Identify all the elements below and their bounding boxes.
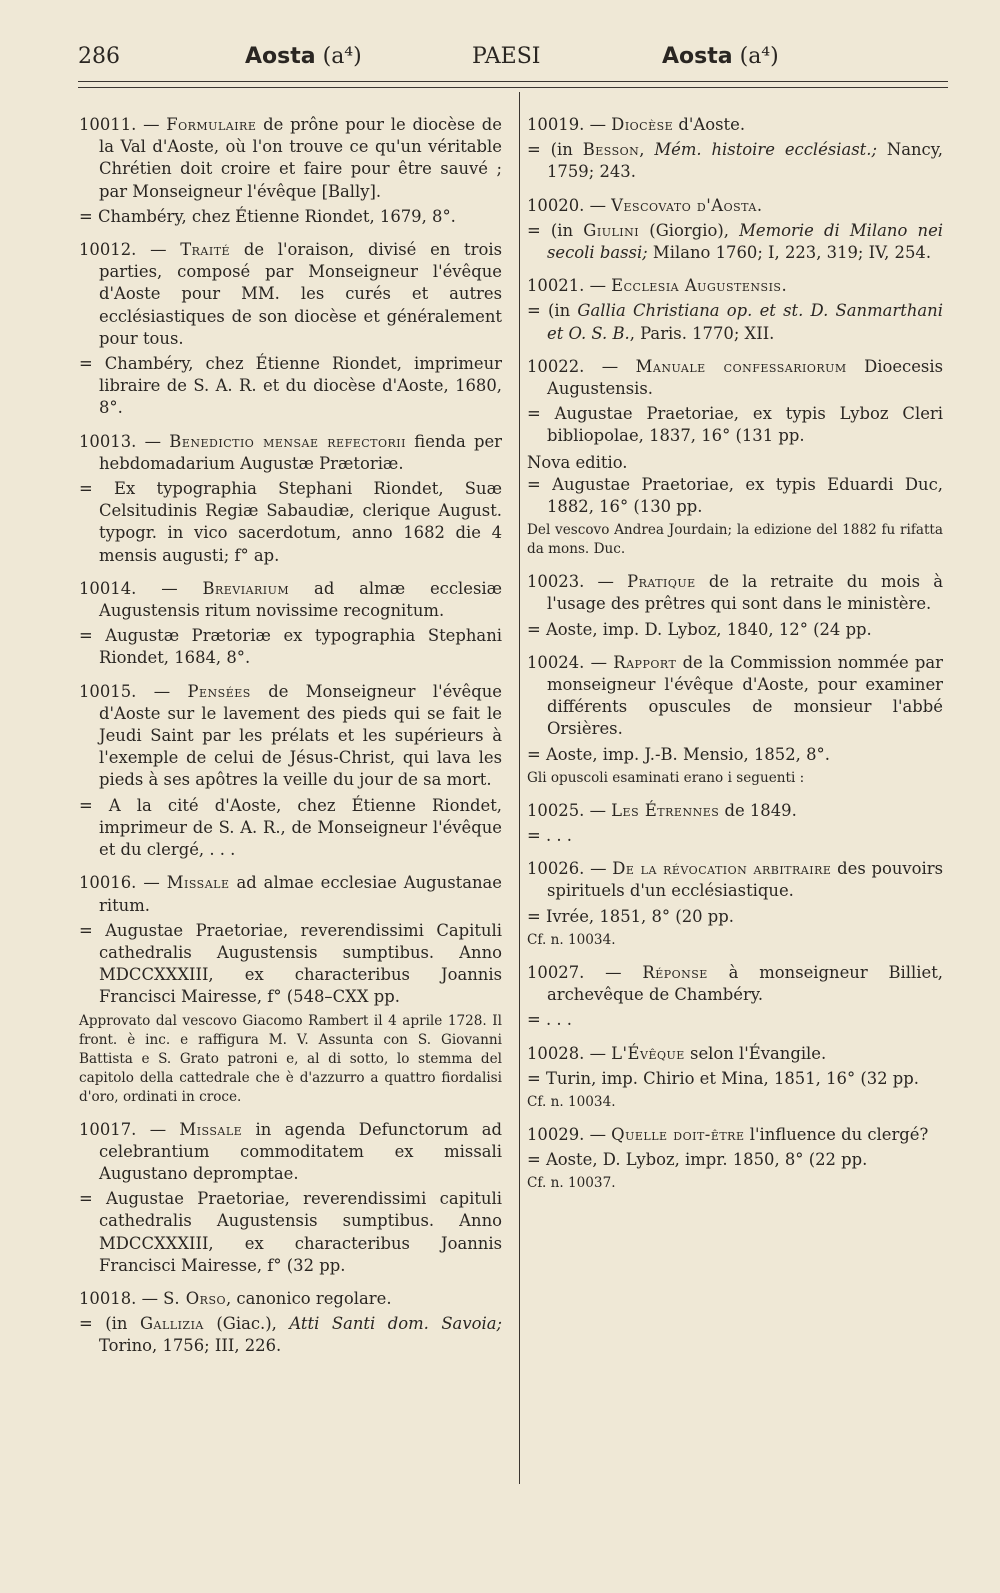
- entry-title: 10028. — L'Évêque selon l'Évangile.: [527, 1043, 827, 1063]
- page-number: 286: [78, 44, 120, 69]
- entry-note: Gli opuscoli esaminati erano i seguenti :: [527, 769, 805, 786]
- entry-head: Ecclesia Augustensis: [611, 276, 782, 296]
- entry-head: Quelle doit-être: [611, 1124, 745, 1144]
- entry-title: 10022. — Manuale confessariorum Dioecesis Augustensis.: [527, 356, 943, 399]
- entry-head: Benedictio mensae refectorii: [169, 431, 406, 451]
- entry-10022: [527, 356, 943, 559]
- entry-text: l'influence du clergé?: [744, 1124, 929, 1144]
- pub-imprint: Torino, 1756; III, 226.: [99, 1336, 282, 1356]
- right-running-head: [662, 44, 779, 69]
- entry-title: 10020. — Vescovato d'Aosta.: [527, 195, 763, 215]
- entry-title: 10014. — Breviarium ad almæ ecclesiæ Augustensis ritum novissime recognitum.: [79, 578, 503, 621]
- entry-note: Cf. n. 10034.: [527, 1093, 616, 1110]
- entry-number: 10027.: [527, 962, 585, 982]
- entry-note: Approvato dal vescovo Giacomo Rambert il 4 aprile 1728. Il front. è inc. e raffigura M. V. Assunta con S. Giovanni Battista e S. Grato patroni e, al di sotto, lo stemma del capitolo della cattedrale che è d'azzurro a quattro fiordalisi d'oro, ordinati in croce.: [79, 1012, 502, 1105]
- entry-10029: [527, 1124, 943, 1193]
- entry-head: Pensées: [187, 681, 251, 701]
- entry-text: de prône pour le diocèse de la Val d'Aoste, où l'on trouve ce qu'un véritable Chrétien doit croire et faire pour être sauvé ; par Monseigneur l'évêque [Bally].: [99, 115, 502, 201]
- entry-number: 10013.: [79, 431, 137, 451]
- entry-10013: [79, 431, 502, 567]
- entry-head: Les Étrennes: [611, 800, 720, 820]
- entry-text: ad almæ ecclesiæ Augustensis ritum novissime recognitum.: [99, 578, 503, 621]
- entry-text: .: [781, 276, 787, 296]
- entry-number: 10024.: [527, 652, 585, 672]
- entry-head: Traité: [180, 240, 231, 260]
- entry-10024: [527, 652, 943, 788]
- entry-10026: [527, 858, 943, 950]
- entry-text: .: [756, 195, 763, 215]
- entry-number: 10020.: [527, 195, 585, 215]
- entry-publication: = Ivrée, 1851, 8° (20 pp.: [527, 906, 734, 926]
- entry-publication: [527, 300, 943, 344]
- entry-title: 10012. — Traité de l'oraison, divisé en trois parties, composé par Monseigneur l'évêque d'Aoste pour MM. les curés et autres ecclésiastiques de son diocèse et généralement pour tous.: [79, 240, 502, 348]
- entry-head: Rapport: [613, 652, 677, 672]
- entry-head: Vescovato d'Aosta: [611, 195, 757, 215]
- pub-work-title: Atti Santi dom. Savoia;: [289, 1314, 502, 1334]
- entry-title: 10029. — Quelle doit-être l'influence du clergé?: [527, 1124, 929, 1144]
- entry-number: 10026.: [527, 859, 585, 879]
- entry-title: 10013. — Benedictio mensae refectorii fienda per hebdomadarium Augustæ Prætoriæ.: [79, 431, 503, 473]
- entry-text: de 1849.: [719, 800, 797, 820]
- entry-head: Missale: [179, 1119, 243, 1139]
- entry-10020: [527, 195, 943, 265]
- entry-note: Cf. n. 10037.: [527, 1175, 616, 1192]
- entry-number: 10021.: [527, 276, 585, 296]
- entry-number: 10015.: [79, 681, 137, 701]
- pub-prefix: = (in: [527, 140, 583, 160]
- left-column: [79, 114, 502, 1369]
- entry-10012: [79, 239, 502, 420]
- entry-10011: [79, 114, 502, 228]
- entry-text: de l'oraison, divisé en trois parties, composé par Monseigneur l'évêque d'Aoste pour MM. les curés et autres ecclésiastiques de son diocèse et généralement pour tous.: [99, 240, 502, 348]
- entry-head: De la révocation arbitraire: [612, 859, 832, 879]
- entry-number: 10012.: [79, 240, 137, 260]
- entry-number: 10025.: [527, 800, 585, 820]
- entry-title: 10015. — Pensées de Monseigneur l'évêque d'Aoste sur le lavement des pieds qui se fait le Jeudi Saint par les prélats et les supérieurs à l'exemple de celui de Jésus-Christ, qui lava les pieds à ses apôtres la veille du jour de sa mort.: [79, 681, 502, 790]
- entry-10019: [527, 114, 943, 184]
- entry-publication-second: = Augustae Praetoriae, ex typis Eduardi Duc, 1882, 16° (130 pp.: [527, 474, 943, 517]
- entry-head: Pratique: [627, 572, 696, 592]
- entry-head: L'Évêque: [611, 1043, 685, 1063]
- entry-publication: [527, 220, 943, 264]
- entry-text: de Monseigneur l'évêque d'Aoste sur le lavement des pieds qui se fait le Jeudi Saint par les prélats et les supérieurs à l'exemple de celui de Jésus-Christ, qui lava les pieds à ses apôtres la veille du jour de sa mort.: [99, 681, 502, 790]
- pub-author-given: (Giac.),: [203, 1314, 290, 1334]
- entry-text: , canonico regolare.: [226, 1288, 392, 1308]
- entry-publication: = Aoste, D. Lyboz, impr. 1850, 8° (22 pp.: [527, 1150, 868, 1170]
- entry-head: S. Orso: [163, 1288, 227, 1308]
- entry-note: Cf. n. 10034.: [527, 931, 616, 948]
- entry-title: 10016. — Missale ad almae ecclesiae Augustanae ritum.: [79, 873, 503, 915]
- entry-10025: [527, 800, 943, 847]
- pub-prefix: = (in: [527, 220, 584, 240]
- entry-head: Manuale confessariorum: [635, 356, 847, 376]
- entry-text: de la retraite du mois à l'usage des prêtres qui sont dans le ministère.: [547, 572, 943, 614]
- entry-head: Formulaire: [166, 115, 257, 134]
- entry-title: 10018. — S. Orso, canonico regolare.: [79, 1288, 392, 1308]
- pub-work-title: Memorie di Milano nei secoli bassi;: [547, 220, 944, 263]
- right-column: [527, 114, 943, 1205]
- entry-text: fienda per hebdomadarium Augustæ Prætoriæ.: [99, 431, 503, 473]
- entry-number: 10019.: [527, 115, 585, 134]
- right-running-title: Aosta: [662, 44, 733, 69]
- pub-imprint: Nancy, 1759; 243.: [547, 140, 944, 182]
- entry-number: 10018.: [79, 1288, 137, 1308]
- entry-10016: [79, 872, 502, 1106]
- entry-text: in agenda Defunctorum ad celebrantium commoditatem ex missali Augustano depromptae.: [99, 1119, 502, 1183]
- entry-edition: Nova editio.: [527, 452, 628, 472]
- entry-head: Réponse: [642, 962, 708, 982]
- entry-publication: = . . .: [527, 826, 572, 846]
- pub-separator: ,: [639, 140, 655, 160]
- entry-text: Dioecesis Augustensis.: [547, 356, 943, 399]
- entry-10028: [527, 1043, 943, 1112]
- entry-10027: [527, 962, 943, 1032]
- entry-title: 10026. — De la révocation arbitraire des pouvoirs spirituels d'un ecclésiastique.: [527, 859, 944, 901]
- entry-text: ad almae ecclesiae Augustanae ritum.: [99, 873, 503, 915]
- entry-publication: = Aoste, imp. J.-B. Mensio, 1852, 8°.: [527, 744, 830, 764]
- left-running-sup: (a⁴): [322, 44, 362, 69]
- entry-publication: = Turin, imp. Chirio et Mina, 1851, 16° (32 pp.: [527, 1068, 919, 1088]
- entry-10014: [79, 578, 502, 670]
- entry-title: 10024. — Rapport de la Commission nommée par monseigneur l'évêque d'Aoste, pour examiner différents opuscules de monsieur l'abbé Orsières.: [527, 652, 944, 739]
- entry-publication: = . . .: [527, 1010, 572, 1030]
- pub-author-given: (Giorgio),: [639, 220, 740, 240]
- entry-number: 10017.: [79, 1119, 137, 1139]
- pub-work-title: Mém. histoire ecclésiast.;: [654, 140, 877, 160]
- pub-author: Gallizia: [139, 1314, 204, 1334]
- entry-title: 10023. — Pratique de la retraite du mois à l'usage des prêtres qui sont dans le ministère.: [527, 572, 943, 614]
- header-rule-top: [78, 81, 948, 82]
- entry-10017: [79, 1119, 502, 1277]
- column-divider: [519, 92, 520, 1484]
- entry-head: Missale: [166, 873, 230, 893]
- entry-publication: = Augustae Praetoriae, ex typis Lyboz Cleri bibliopolae, 1837, 16° (131 pp.: [527, 404, 943, 446]
- pub-prefix: = (in: [527, 301, 578, 321]
- entry-number: 10016.: [79, 873, 137, 893]
- pub-author: Besson: [582, 140, 640, 160]
- pub-imprint: Milano 1760; I, 223, 319; IV, 254.: [647, 243, 932, 263]
- entry-publication: = Chambéry, chez Étienne Riondet, 1679, 8°.: [79, 206, 456, 226]
- entry-publication: [79, 1313, 502, 1357]
- entry-10018: [79, 1288, 502, 1358]
- entry-number: 10029.: [527, 1124, 585, 1144]
- entry-title: 10025. — Les Étrennes de 1849.: [527, 800, 797, 820]
- entry-publication: = Chambéry, chez Étienne Riondet, imprimeur libraire de S. A. R. et du diocèse d'Aoste, 1680, 8°.: [79, 354, 502, 418]
- entry-title: 10019. — Diocèse d'Aoste.: [527, 115, 746, 134]
- entry-publication: = Augustæ Prætoriæ ex typographia Stephani Riondet, 1684, 8°.: [79, 626, 502, 668]
- entry-number: 10022.: [527, 356, 585, 376]
- pub-prefix: = (in: [79, 1314, 140, 1334]
- entry-number: 10023.: [527, 572, 585, 592]
- pub-work-title: Gallia Christiana op. et st. D. Sanmarthani et O. S. B.: [547, 301, 943, 343]
- entry-text: de la Commission nommée par monseigneur l'évêque d'Aoste, pour examiner différents opuscules de monsieur l'abbé Orsières.: [547, 652, 944, 739]
- entry-text: à monseigneur Billiet, archevêque de Chambéry.: [547, 962, 943, 1005]
- entry-10023: [527, 571, 943, 641]
- center-running-title: PAESI: [472, 44, 541, 69]
- header-rule-bottom: [78, 87, 948, 88]
- entry-note: Del vescovo Andrea Jourdain; la edizione del 1882 fu rifatta da mons. Duc.: [527, 522, 943, 558]
- entry-title: 10027. — Réponse à monseigneur Billiet, archevêque de Chambéry.: [527, 962, 943, 1005]
- pub-author: Giulini: [583, 220, 640, 240]
- left-running-head: [245, 44, 362, 69]
- entry-10021: [527, 275, 943, 345]
- entry-publication: = Ex typographia Stephani Riondet, Suæ Celsitudinis Regiæ Sabaudiæ, clerique August. typogr. in vico sacerdotum, anno 1682 die 4 mensis augusti; f° ap.: [79, 479, 502, 565]
- entry-head: Diocèse: [611, 115, 674, 134]
- entry-head: Breviarium: [202, 578, 290, 598]
- entry-10015: [79, 681, 502, 862]
- pub-imprint: , Paris. 1770; XII.: [629, 323, 775, 343]
- right-running-sup: (a⁴): [739, 44, 779, 69]
- entry-number: 10028.: [527, 1043, 585, 1063]
- entry-title: 10011. — Formulaire de prône pour le diocèse de la Val d'Aoste, où l'on trouve ce qu'un véritable Chrétien doit croire et faire pour être sauvé ; par Monseigneur l'évêque [Bally].: [79, 115, 502, 201]
- entry-publication: [527, 139, 943, 183]
- entry-publication: = Aoste, imp. D. Lyboz, 1840, 12° (24 pp.: [527, 619, 872, 639]
- entry-title: 10021. — Ecclesia Augustensis.: [527, 276, 787, 296]
- entry-publication: = Augustae Praetoriae, reverendissimi Capituli cathedralis Augustensis sumptibus. Anno MDCCXXXIII, ex characteribus Joannis Francisci Mairesse, f° (548–CXX pp.: [79, 920, 502, 1007]
- left-running-title: Aosta: [245, 44, 316, 69]
- entry-number: 10011.: [79, 115, 137, 134]
- entry-title: 10017. — Missale in agenda Defunctorum ad celebrantium commoditatem ex missali Augustano depromptae.: [79, 1119, 502, 1183]
- entry-text: selon l'Évangile.: [684, 1043, 827, 1063]
- entry-publication: = A la cité d'Aoste, chez Étienne Riondet, imprimeur de S. A. R., de Monseigneur l'évêque et du clergé, . . .: [79, 795, 502, 860]
- entry-text: des pouvoirs spirituels d'un ecclésiastique.: [547, 859, 944, 901]
- entry-text: d'Aoste.: [673, 115, 746, 134]
- entry-publication: = Augustae Praetoriae, reverendissimi capituli cathedralis Augustensis sumptibus. Anno MDCCXXXIII, ex characteribus Joannis Francisci Mairesse, f° (32 pp.: [79, 1189, 502, 1275]
- entry-number: 10014.: [79, 578, 137, 598]
